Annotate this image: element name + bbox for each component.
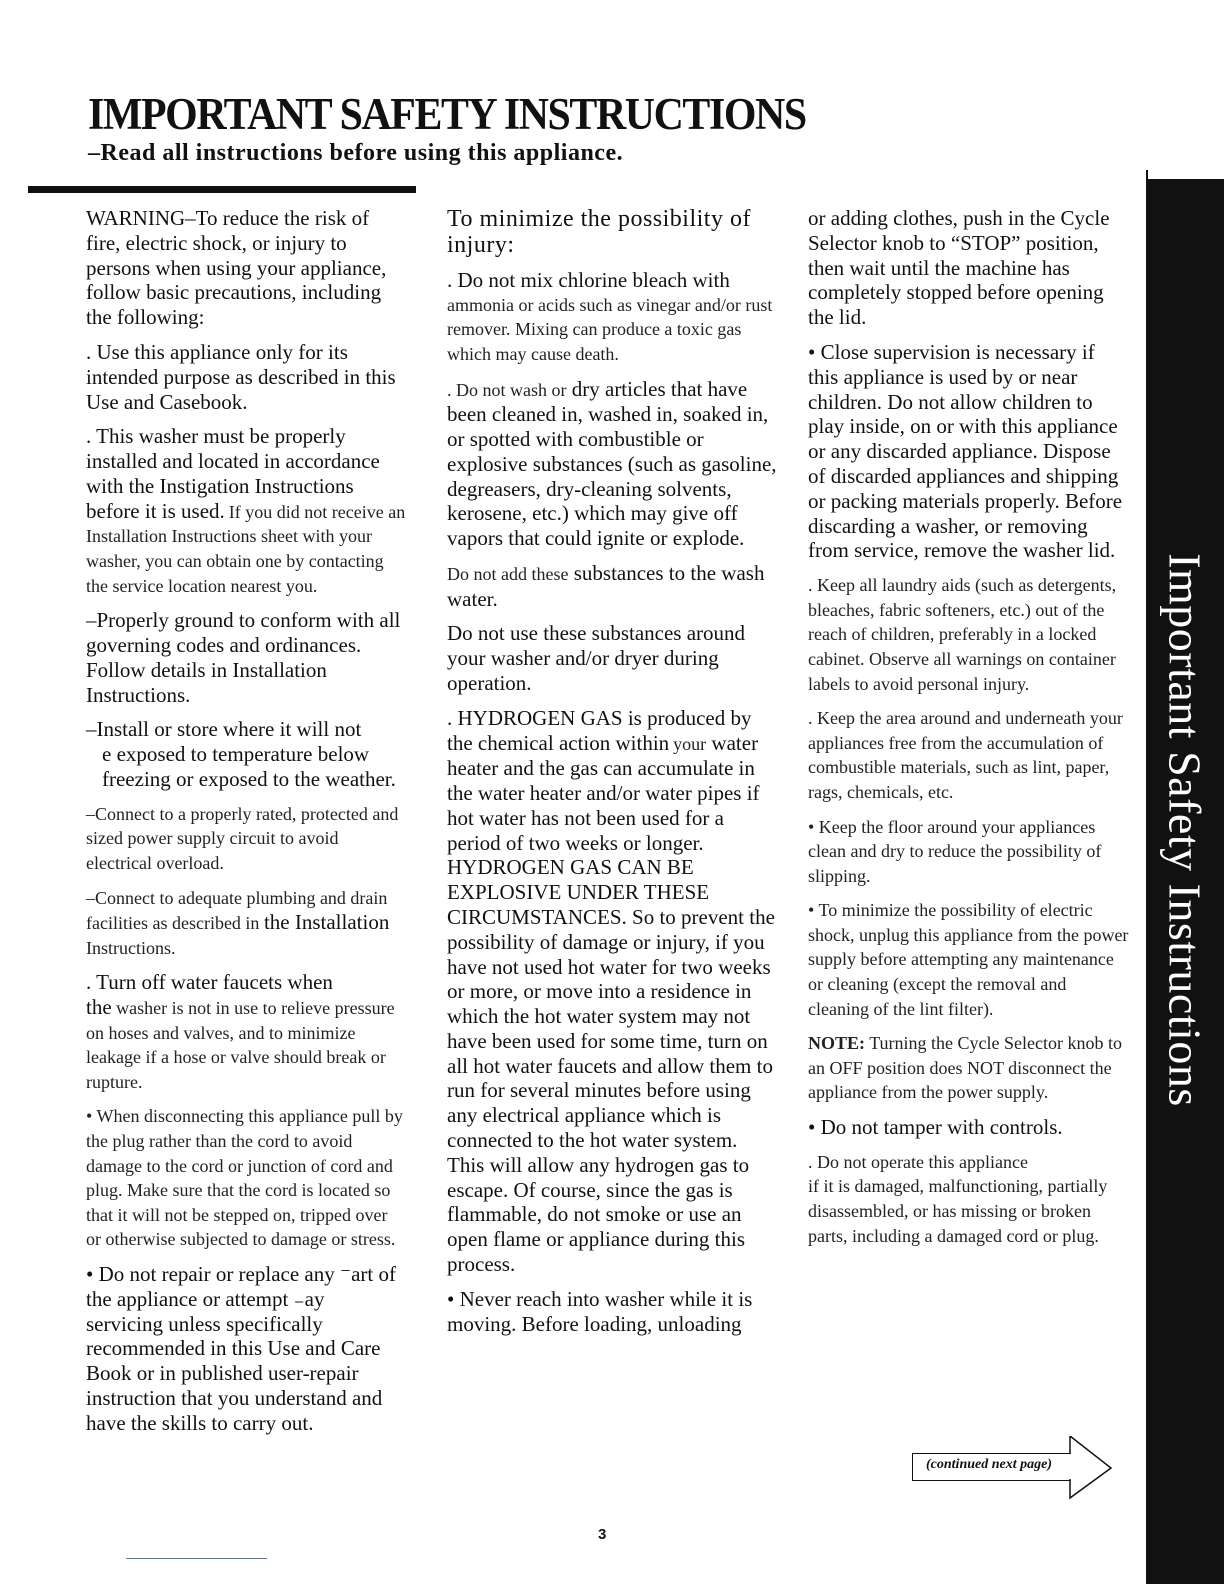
header-rule <box>28 186 416 193</box>
minimize-heading: To minimize the possibility of injury: <box>447 206 751 258</box>
page-subtitle: –Read all instructions before using this appliance. <box>88 140 624 166</box>
c3-p7b: Turning the Cycle Selector knob to an OFF position does NOT disconnect the appliance from the power supply. <box>808 1033 1122 1103</box>
c1-p4b: e exposed to temperature below freezing or exposed to the weather. <box>102 742 396 791</box>
c3-p6: • To minimize the possibility of electric shock, unplug this appliance from the power supply before attempting any maintenance or cleaning (except the removal and cleaning of the lint filter). <box>808 900 1129 1019</box>
c3-p2: • Close supervision is necessary if this appliance is used by or near children. Do not allow children to play inside, on or with this appliance or any discarded appliance. Dispose of discarded appliances and shipping or packing materials properly. Before discarding a washer, or removing from service, remove the washer lid. <box>808 339 1123 563</box>
c2-p6: • Never reach into washer while it is moving. Before loading, unloading <box>447 1286 753 1336</box>
c1-p7 <box>86 970 406 1094</box>
c2-p2a: . Do not wash or <box>447 379 567 400</box>
c3-p1: or adding clothes, push in the Cycle Selector knob to “STOP” position, then wait until the machine has completely stopped before opening the lid. <box>808 206 1110 330</box>
c1-p7c: washer is not in use to relieve pressure on hoses and valves, and to minimize leakage if a hose or valve should break or rupture. <box>86 998 395 1092</box>
c1-p7b: the <box>86 995 112 1020</box>
column-left <box>86 206 406 1446</box>
c1-p6b: the Installation <box>263 910 390 935</box>
c1-p2b: If you did not receive an Installation Instructions sheet with your washer, you can obtain one by contacting the service location nearest you. <box>86 501 406 596</box>
c2-p5b: your <box>673 733 707 754</box>
c3-p3: . Keep all laundry aids (such as detergents, bleaches, fabric softeners, etc.) out of the reach of children, preferably in a locked cabinet. Observe all warnings on container labels to avoid personal injury. <box>808 575 1117 694</box>
c3-p8: • Do not tamper with controls. <box>808 1115 1063 1140</box>
page-number: 3 <box>598 1526 607 1543</box>
note-label: NOTE: <box>808 1033 866 1054</box>
c2-p5 <box>447 706 777 1277</box>
c1-p5: –Connect to a properly rated, protected and sized power supply circuit to avoid electrical overload. <box>86 803 399 873</box>
column-middle <box>447 206 777 1346</box>
c2-p2b: dry articles that have been cleaned in, washed in, soaked in, or spotted with combustible or explosive substances (such as gasoline, degreasers, dry-cleaning solvents, kerosene, etc.) which may give off vapors that could ignite or explode. <box>447 376 777 551</box>
c1-p2 <box>86 424 406 598</box>
c3-p4: . Keep the area around and underneath your appliances free from the accumulation of combustible materials, such as lint, paper, rags, chemicals, etc. <box>808 708 1123 802</box>
c1-p2a: . This washer must be properly installed and located in accordance with the Instigation Instructions before it is used. <box>86 424 380 523</box>
column-right <box>808 206 1130 1258</box>
c1-p1: . Use this appliance only for its intended purpose as described in this Use and Casebook. <box>86 339 396 414</box>
c2-p1b: ammonia or acids such as vinegar and/or rust remover. Mixing can produce a toxic gas which may cause death. <box>447 294 773 364</box>
c1-p3: –Properly ground to conform with all governing codes and ordinances. Follow details in Installation Instructions. <box>86 608 401 707</box>
c2-p3 <box>447 561 777 611</box>
c1-p4 <box>86 717 406 791</box>
c1-p6a: –Connect to adequate plumbing and drain facilities as described in <box>86 887 388 934</box>
c3-p9b: if it is damaged, malfunctioning, partially disassembled, or has missing or broken parts, including a damaged cord or plug. <box>808 1176 1108 1246</box>
c3-p7 <box>808 1031 1130 1105</box>
c2-p5a: . HYDROGEN GAS is produced by the chemical action within <box>447 705 752 755</box>
c2-p5c: water heater and the gas can accumulate in the water heater and/or water pipes if hot water has not been used for a period of two weeks or longer. HYDROGEN GAS CAN BE EXPLOSIVE UNDER THESE CIRCUMSTANCES. So to prevent the possibility of damage or injury, if you have not used hot water for two weeks or more, or move into a residence in which the hot water system may not have been used for some time, turn on all hot water faucets and allow them to run for several minutes before using any electrical appliance which is connected to the hot water system. This will allow any hydrogen gas to escape. Of course, since the gas is flammable, do not smoke or use an open flame or appliance during this process. <box>447 730 775 1277</box>
c1-p8: • When disconnecting this appliance pull by the plug rather than the cord to avoid damage to the cord or junction of cord and plug. Make sure that the cord is located so that it will not be stepped on, tripped over or otherwise subjected to damage or stress. <box>86 1106 403 1250</box>
c3-p9a: . Do not operate this appliance <box>808 1151 1028 1172</box>
c2-p3b: substances to the wash water. <box>447 560 765 611</box>
c2-p2 <box>447 377 777 551</box>
c2-p1 <box>447 268 777 367</box>
sidebar-label: Important Safety Instructions <box>1159 553 1211 1107</box>
c2-p1a: . Do not mix chlorine bleach with <box>447 268 730 292</box>
continued-label: (continued next page) <box>926 1457 1052 1472</box>
c3-p9 <box>808 1150 1130 1248</box>
c1-p6c: Instructions. <box>86 937 176 958</box>
c1-p6 <box>86 886 406 961</box>
c1-p4a: –Install or store where it will not <box>86 717 362 742</box>
c3-p5: • Keep the floor around your appliances clean and dry to reduce the possibility of slipping. <box>808 816 1102 886</box>
continued-next-page <box>912 1448 1102 1488</box>
warning-paragraph: WARNING–To reduce the risk of fire, electric shock, or injury to persons when using your appliance, follow basic precautions, including the following: <box>86 206 387 330</box>
c2-p3a: Do not add these <box>447 563 569 584</box>
c1-p7a: . Turn off water faucets when <box>86 970 333 995</box>
c1-p9: • Do not repair or replace any ⁻art of the appliance or attempt ₋ay servicing unless specifically recommended in this Use and Care Book or in published user-repair instruction that you understand and have the skills to carry out. <box>86 1262 396 1435</box>
footer-line <box>126 1558 267 1559</box>
c2-p4: Do not use these substances around your washer and/or dryer during operation. <box>447 621 746 695</box>
page-title: IMPORTANT SAFETY INSTRUCTIONS <box>88 89 806 139</box>
